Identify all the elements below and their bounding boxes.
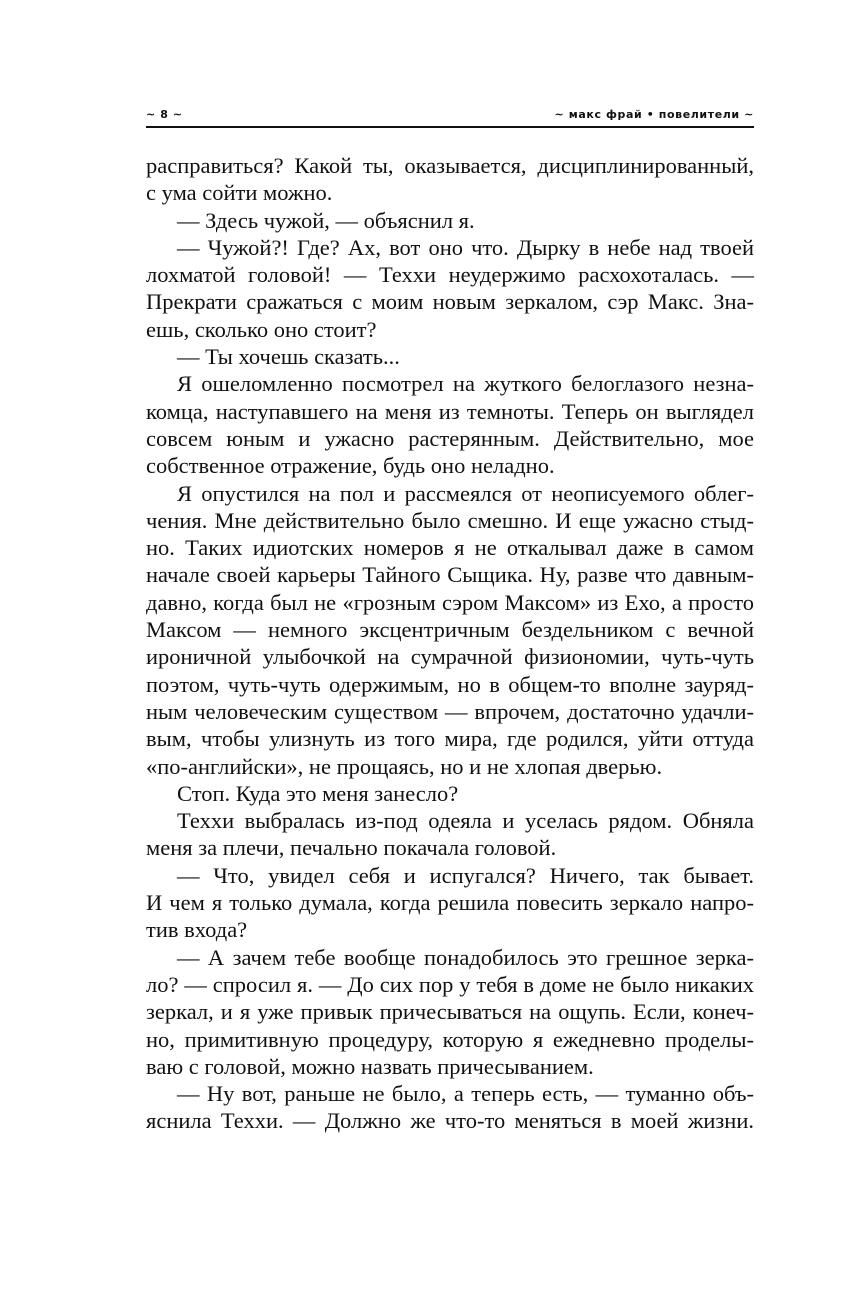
text-line: комца, наступавшего на меня из темноты. Теперь он выглядел [146,398,754,424]
text-line: ироничной улыбочкой на сумрачной физиономии, чуть-чуть [146,644,754,670]
text-line: поэтом, чуть-чуть одержимым, но в общем-то вполне зауряд- [146,671,754,697]
text-line: — Здесь чужой, — объяснил я. [177,207,475,233]
text-line: — Чужой?! Где? Ах, вот оно что. Дырку в небе над твоей [177,234,754,260]
text-line: — Ты хочешь сказать... [177,344,400,370]
text-line: лохматой головой! — Теххи неудержимо расхохоталась. — [146,262,754,288]
text-line: но, примитивную процедуру, которую я ежедневно проделы- [146,1026,754,1052]
text-line: — А зачем тебе вообще понадобилось это грешное зерка- [177,944,754,970]
text-line: Стоп. Куда это меня занесло? [177,780,459,806]
text-line: «по-английски», не прощаясь, но и не хлопая дверью. [146,753,663,779]
text-line: совсем юным и ужасно растерянным. Действительно, мое [146,425,754,451]
text-line: И чем я только думала, когда решила повесить зеркало напро- [146,890,754,916]
text-line: Я опустился на пол и рассмеялся от неописуемого облег- [177,480,754,506]
header-rule [146,126,754,128]
text-line: расправиться? Какой ты, оказывается, дисциплинированный, [146,153,754,178]
text-line: Теххи выбралась из-под одеяла и уселась рядом. Обняла [177,808,754,834]
text-line: начале своей карьеры Тайного Сыщика. Ну, разве что давным- [146,562,754,588]
page-header [146,104,754,124]
text-line: вым, чтобы улизнуть из того мира, где родился, уйти оттуда [146,726,754,752]
text-line: зеркал, и я уже привык причесываться на ощупь. Если, конеч- [146,999,754,1025]
text-line: — Что, увидел себя и испугался? Ничего, так бывает. [177,862,754,888]
text-line: ваю с головой, можно назвать причесыванием. [146,1053,594,1079]
page-number: ~ 8 ~ [146,108,183,121]
text-line: меня за плечи, печально покачала головой. [146,835,557,861]
text-line: Я ошеломленно посмотрел на жуткого белоглазого незна- [177,371,754,397]
text-line: тив входа? [146,917,248,943]
text-line: Максом — немного эксцентричным бездельником с вечной [146,617,754,643]
text-line: — Ну вот, раньше не было, а теперь есть, — туманно объ- [177,1081,754,1107]
text-line: но. Таких идиотских номеров я не откалывал даже в самом [146,535,754,561]
text-line: ло? — спросил я. — До сих пор у тебя в доме не было никаких [146,971,754,997]
text-line: давно, когда был не «грозным сэром Максом» из Ехо, а просто [146,589,754,615]
page-body [146,152,754,1135]
text-line: чения. Мне действительно было смешно. И еще ужасно стыд- [146,507,754,533]
text-line: Прекрати сражаться с моим новым зеркалом, сэр Макс. Зна- [146,289,754,315]
text-line: собственное отражение, будь оно неладно. [146,453,555,479]
text-line: ешь, сколько оно стоит? [146,316,377,342]
text-line: яснила Теххи. — Должно же что-то меняться в моей жизни. [146,1108,754,1134]
text-line: ным человеческим существом — впрочем, достаточно удачли- [146,698,754,724]
text-line: с ума сойти можно. [146,180,333,206]
running-title: ~ макс фрай • повелители ~ [554,108,754,121]
